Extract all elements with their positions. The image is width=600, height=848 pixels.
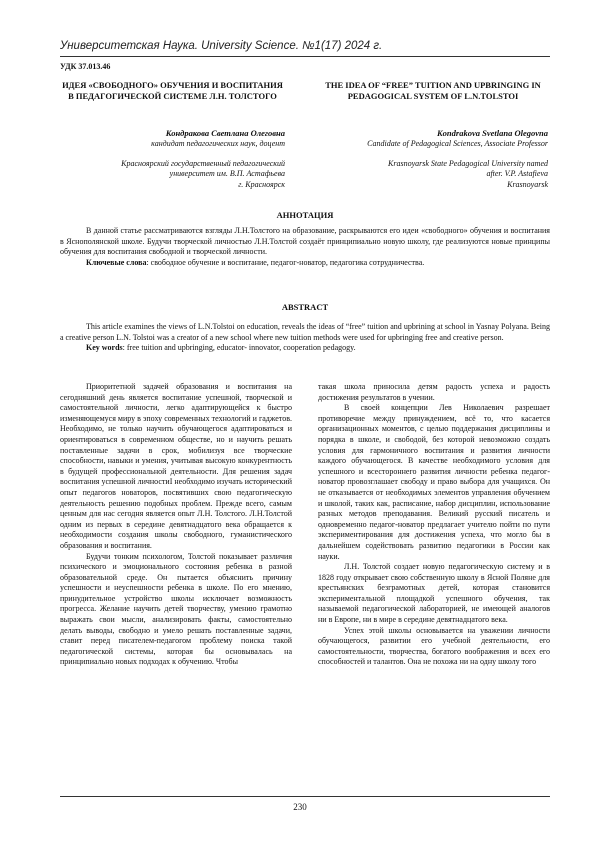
keywords-en: Key words: free tuition and upbringing, educator- innovator, cooperation pedagogy. bbox=[86, 343, 356, 352]
author-degree-en: Candidate of Pedagogical Sciences, Associate Professor bbox=[367, 139, 548, 148]
body-column-left bbox=[60, 382, 292, 668]
header-rule bbox=[60, 56, 550, 57]
body-paragraph: В своей концепции Лев Николаевич разрешает противоречие между принуждением, всё то, что касается организационных моментов, с целью поддержания дисциплины и порядка в школе, и свободой, без которой невозможно создать условия для гармоничного воспитания и развития личности каждого обучающегося. В качестве необходимого условия для успешного и всестороннего развития личности ребенка педагог-новатор провозглашает свободу и право выбора для учащихся. Он не отказывается от необходимых элементов управления обучением и школой, таких как, расписание, набор дисциплин, использование разных методов преподавания. Великий русский писатель и одновременно педагог-новатор предлагает учителю пойти по пути экспериментирования для достижения успеха, что могло бы в дальнейшем содействовать развитию педагогики в России как науки. bbox=[318, 403, 550, 561]
abstract-heading: ABSTRACT bbox=[281, 302, 329, 312]
author-block-ru bbox=[60, 128, 285, 190]
body-column-right bbox=[318, 382, 550, 668]
footer-rule bbox=[60, 796, 550, 797]
author-name-ru: Кондракова Светлана Олеговна bbox=[165, 128, 285, 138]
body-paragraph: такая школа приносила детям радость успеха и радость достижения результатов в учении. bbox=[318, 382, 550, 402]
affiliation-ru: Красноярский государственный педагогический университет им. В.П. Астафьева г. Красноярск bbox=[121, 158, 285, 189]
keywords-ru: Ключевые слова: свободное обучение и воспитание, педагог-новатор, педагогика сотрудничества. bbox=[86, 257, 425, 267]
body-paragraph: Л.Н. Толстой создает новую педагогическую систему и в 1828 году открывает свою собственную школу в Ясной Поляне для крестьянских безграмотных детей, которая становится экспериментальной площадкой успешного обучения, так называемой педагогической лабораторией, не имеющей аналогов ни в Европе, ни в мире в середине девятнадцатого века. bbox=[318, 562, 550, 625]
abstract-text: This article examines the views of L.N.Tolstoi on education, reveals the ideas of “free” tuition and upbrining at school in Yasnay Polyana. Being a creative person L.N. Tolstoi was a creator of a new school where new tuition methods were used for upbringing free and creative person. Key words: free tuition and upbringing, educator- innovator, cooperation pedagogy. bbox=[60, 322, 550, 352]
page-number: 230 bbox=[293, 802, 307, 812]
journal-header: Университетская Наука. University Science. №1(17) 2024 г. bbox=[60, 40, 383, 52]
body-paragraph: Успех этой школы основывается на уважении личности обучающегося, развитии его учебной деятельности, его самостоятельности, творчества, богатого воображения и всех его способностей и талантов. Она не похожа ни на одну школу того bbox=[318, 625, 550, 667]
body-paragraph: Будучи тонким психологом, Толстой показывает различия психического и эмоционального состояния ребенка в разной образовательной среде. Он пытается объяснить причину успешности и неуспешности ребенка в школе. По его мнению, принудительное устройство школы исключает возможность прогресса. Желание научить детей творчеству, умению грамотно выражать свои мысли, анализировать факты, самостоятельно делать выводы, свободно и умело решать поставленные задачи, ставит перед писателем-педагогом проблему поиска такой педагогической системы, которая бы основывалась на принципиально новых подходах к обучению. Чтобы bbox=[60, 551, 292, 667]
author-block-en bbox=[318, 128, 548, 190]
title-en: THE IDEA OF “FREE” TUITION AND UPBRINGING IN PEDAGOGICAL SYSTEM OF L.N.TOLSTOI bbox=[325, 80, 541, 101]
annotation-text: В данной статье рассматриваются взгляды Л.Н.Толстого на образование, раскрываются его идеи «свободного» обучения и воспитания в Яснополянской школе. Будучи творческой личностью Л.Н.Толстой создаёт принципиально новую школу, где реализуются новые принципы обучения для воспитания свободной и творческой личности. Ключевые слова: свободное обучение и воспитание, педагог-новатор, педагогика сотрудничества. bbox=[60, 226, 550, 267]
author-degree-ru: кандидат педагогических наук, доцент bbox=[151, 139, 285, 148]
body-paragraph: Приоритетной задачей образования и воспитания на сегодняшний день является воспитание успешной, творческой и самостоятельной личности, легко адаптирующейся к быстро изменяющемуся миру в эпоху современных технологий и гаджетов. Необходимо, не только научить обучающегося адаптироваться и ориентироваться в современном обществе, но и научить решать поставленные задачи в срок, мобилизуя все творческие способности, навыки и умения, учитывая высокую конкурентность в будущей профессиональной деятельности. Для решения задач воспитания успешной личностиI необходимо изучать исторический опыт педагогов новаторов, посвятивших свою педагогическую деятельность решению подобных проблем. Прежде всего, самым ценным для нас сегодня является опыт Л.Н. Толстого. Л.Н.Толстой одним из первых в середине девятнадцатого века обращается к необходимости создания школы свободного, гуманистического образования и воспитания. bbox=[60, 382, 292, 550]
udk-code: УДК 37.013.46 bbox=[60, 62, 111, 71]
title-ru: ИДЕЯ «СВОБОДНОГО» ОБУЧЕНИЯ И ВОСПИТАНИЯ В ПЕДАГОГИЧЕСКОЙ СИСТЕМЕ Л.Н. ТОЛСТОГО bbox=[62, 80, 283, 101]
annotation-heading: АННОТАЦИЯ bbox=[276, 210, 334, 220]
affiliation-en: Krasnoyarsk State Pedagogical University named after. V.P. Astafieva Krasnoyarsk bbox=[388, 158, 548, 189]
author-name-en: Kondrakova Svetlana Olegovna bbox=[437, 128, 548, 138]
